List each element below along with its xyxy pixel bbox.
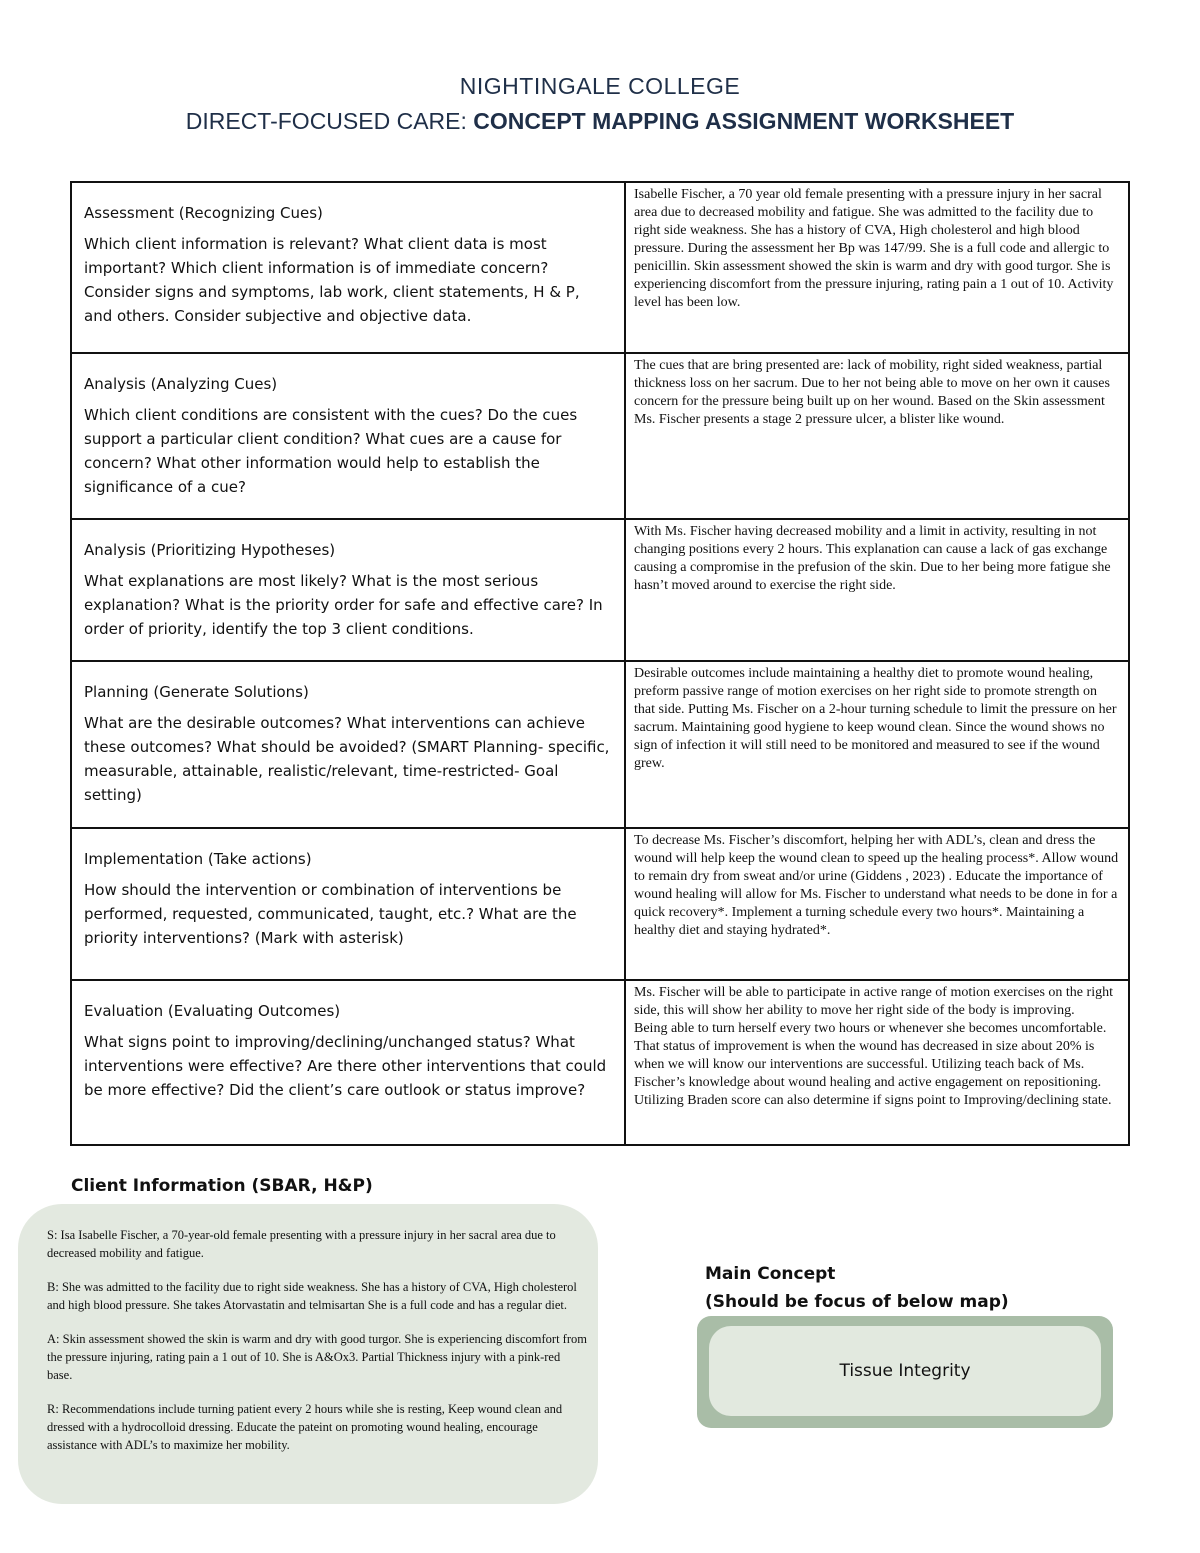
worksheet-title <box>0 106 1200 136</box>
row-title: Planning (Generate Solutions) <box>84 683 309 701</box>
answer-cell[interactable]: Isabelle Fischer, a 70 year old female presenting with a pressure injury in her sacral area due to decreased mobility and fatigue. She was admitted to the facility due to right side weakness. She has a history of CVA, High cholesterol and high blood pressure. During the assessment her Bp was 147/99. She is a full code and allergic to penicillin. Skin assessment showed the skin is warm and dry with good turgor. She is experiencing discomfort from the pressure injuring, rating pain a 1 out of 10. Activity level has been low. <box>625 182 1129 353</box>
answer-cell[interactable]: To decrease Ms. Fischer’s discomfort, helping her with ADL’s, clean and dress the wound will help keep the wound clean to speed up the healing process*. Allow wound to remain dry from sweat and/or urine (Giddens , 2023) . Educate the importance of wound healing will allow for Ms. Fischer to understand what needs to be done in for a quick recovery*. Implement a turning schedule every two hours*. Maintaining a healthy diet and staying hydrated*. <box>625 828 1129 980</box>
sbar-box <box>18 1204 598 1504</box>
client-info-title: Client Information (SBAR, H&P) <box>71 1176 373 1196</box>
sbar-content: : Recommendations include turning patient every 2 hours while she is resting, Keep wound clean and dressed with a hydrocolloid dressing. Educate the pateint on promoting wound healing, encourage assistance with ADL’s to maximize her mobility. <box>47 1402 563 1452</box>
answer-cell[interactable]: Ms. Fischer will be able to participate in active range of motion exercises on the right side, this will show her ability to move her right side of the body is improving. Being able to turn herself every two hours or whenever she becomes uncomfortable. That status of improvement is when the wound has decreased in size about 20% is when we will know our interventions are successful. Utilizing teach back of Ms. Fischer’s knowledge about wound healing and active engagement on repositioning. Utilizing Braden score can also determine if signs point to Improving/declining state. <box>625 980 1129 1145</box>
main-concept-heading <box>705 1260 1009 1316</box>
row-prompt: Which client information is relevant? What client data is most important? Which client information is of immediate concern? Consider signs and symptoms, lab work, client statements, H & P, and others. Consider subjective and objective data. <box>84 235 580 325</box>
question-cell <box>71 828 625 980</box>
answer-cell[interactable]: The cues that are bring presented are: lack of mobility, right sided weakness, partial thickness loss on her sacrum. Due to her not being able to move on her own it causes concern for the pressure being built up on her wound. Based on the Skin assessment Ms. Fischer presents a stage 2 pressure ulcer, a blister like wound. <box>625 353 1129 519</box>
sbar-label: B <box>47 1280 56 1294</box>
sbar-label: R <box>47 1402 56 1416</box>
table-row <box>71 182 1129 353</box>
row-title: Implementation (Take actions) <box>84 850 312 868</box>
question-cell <box>71 661 625 828</box>
question-cell <box>71 353 625 519</box>
row-prompt: How should the intervention or combination of interventions be performed, requested, communicated, taught, etc.? What are the priority interventions? (Mark with asterisk) <box>84 881 577 947</box>
row-title: Evaluation (Evaluating Outcomes) <box>84 1002 341 1020</box>
table-row <box>71 353 1129 519</box>
row-title: Analysis (Prioritizing Hypotheses) <box>84 541 336 559</box>
sbar-background <box>47 1278 587 1314</box>
row-title: Assessment (Recognizing Cues) <box>84 204 323 222</box>
row-prompt: Which client conditions are consistent with the cues? Do the cues support a particular client condition? What cues are a cause for concern? What other information would help to establish the significance of a cue? <box>84 406 578 496</box>
sbar-label: A <box>47 1332 57 1346</box>
question-cell <box>71 980 625 1145</box>
sbar-content: : Skin assessment showed the skin is warm and dry with good turgor. She is experiencing discomfort from the pressure injuring, rating pain a 1 out of 10. She is A&Ox3. Partial Thickness injury with a pink-red base. <box>47 1332 587 1382</box>
worksheet-title-bold: CONCEPT MAPPING ASSIGNMENT WORKSHEET <box>473 108 1015 134</box>
question-cell <box>71 182 625 353</box>
answer-cell[interactable]: Desirable outcomes include maintaining a healthy diet to promote wound healing, preform passive range of motion exercises on her right side to promote strength on that side. Putting Ms. Fischer on a 2-hour turning schedule to limit the pressure on her sacrum. Maintaining good hygiene to keep wound clean. Since the wound shows no sign of infection it will still need to be monitored and measured to see if the wound grew. <box>625 661 1129 828</box>
row-title: Analysis (Analyzing Cues) <box>84 375 278 393</box>
main-concept-value[interactable]: Tissue Integrity <box>709 1326 1101 1416</box>
answer-cell[interactable]: With Ms. Fischer having decreased mobility and a limit in activity, resulting in not changing positions every 2 hours. This explanation can cause a lack of gas exchange causing a compromise in the prefusion of the skin. Due to her being more fatigue she hasn’t moved around to exercise the right side. <box>625 519 1129 661</box>
table-row <box>71 828 1129 980</box>
sbar-assessment <box>47 1330 587 1384</box>
sbar-content: : Isa Isabelle Fischer, a 70-year-old female presenting with a pressure injury in her sacral area due to decreased mobility and fatigue. <box>47 1228 556 1260</box>
sbar-situation <box>47 1226 587 1262</box>
row-prompt: What explanations are most likely? What is the most serious explanation? What is the priority order for safe and effective care? In order of priority, identify the top 3 client conditions. <box>84 572 603 638</box>
main-concept-box <box>697 1316 1113 1428</box>
main-concept-label: Main Concept <box>705 1264 836 1284</box>
row-prompt: What are the desirable outcomes? What interventions can achieve these outcomes? What should be avoided? (SMART Planning- specific, measurable, attainable, realistic/relevant, time-restricted- Goal setting) <box>84 714 610 804</box>
main-concept-note: (Should be focus of below map) <box>705 1292 1009 1312</box>
table-row <box>71 980 1129 1145</box>
sbar-content: : She was admitted to the facility due to right side weakness. She has a history of CVA, High cholesterol and high blood pressure. She takes Atorvastatin and telmisartan She is a full code and has a regular diet. <box>47 1280 577 1312</box>
sbar-recommendation <box>47 1400 587 1454</box>
sbar-label: S <box>47 1228 54 1242</box>
table-row <box>71 519 1129 661</box>
concept-map-table <box>70 181 1130 1146</box>
sbar-text[interactable] <box>47 1226 587 1470</box>
college-name: NIGHTINGALE COLLEGE <box>459 73 741 99</box>
table-row <box>71 661 1129 828</box>
worksheet-title-prefix: DIRECT-FOCUSED CARE: <box>185 108 474 134</box>
document-header <box>0 72 1200 136</box>
row-prompt: What signs point to improving/declining/unchanged status? What interventions were effective? Are there other interventions that could be more effective? Did the client’s care outlook or status improve? <box>84 1033 607 1099</box>
question-cell <box>71 519 625 661</box>
